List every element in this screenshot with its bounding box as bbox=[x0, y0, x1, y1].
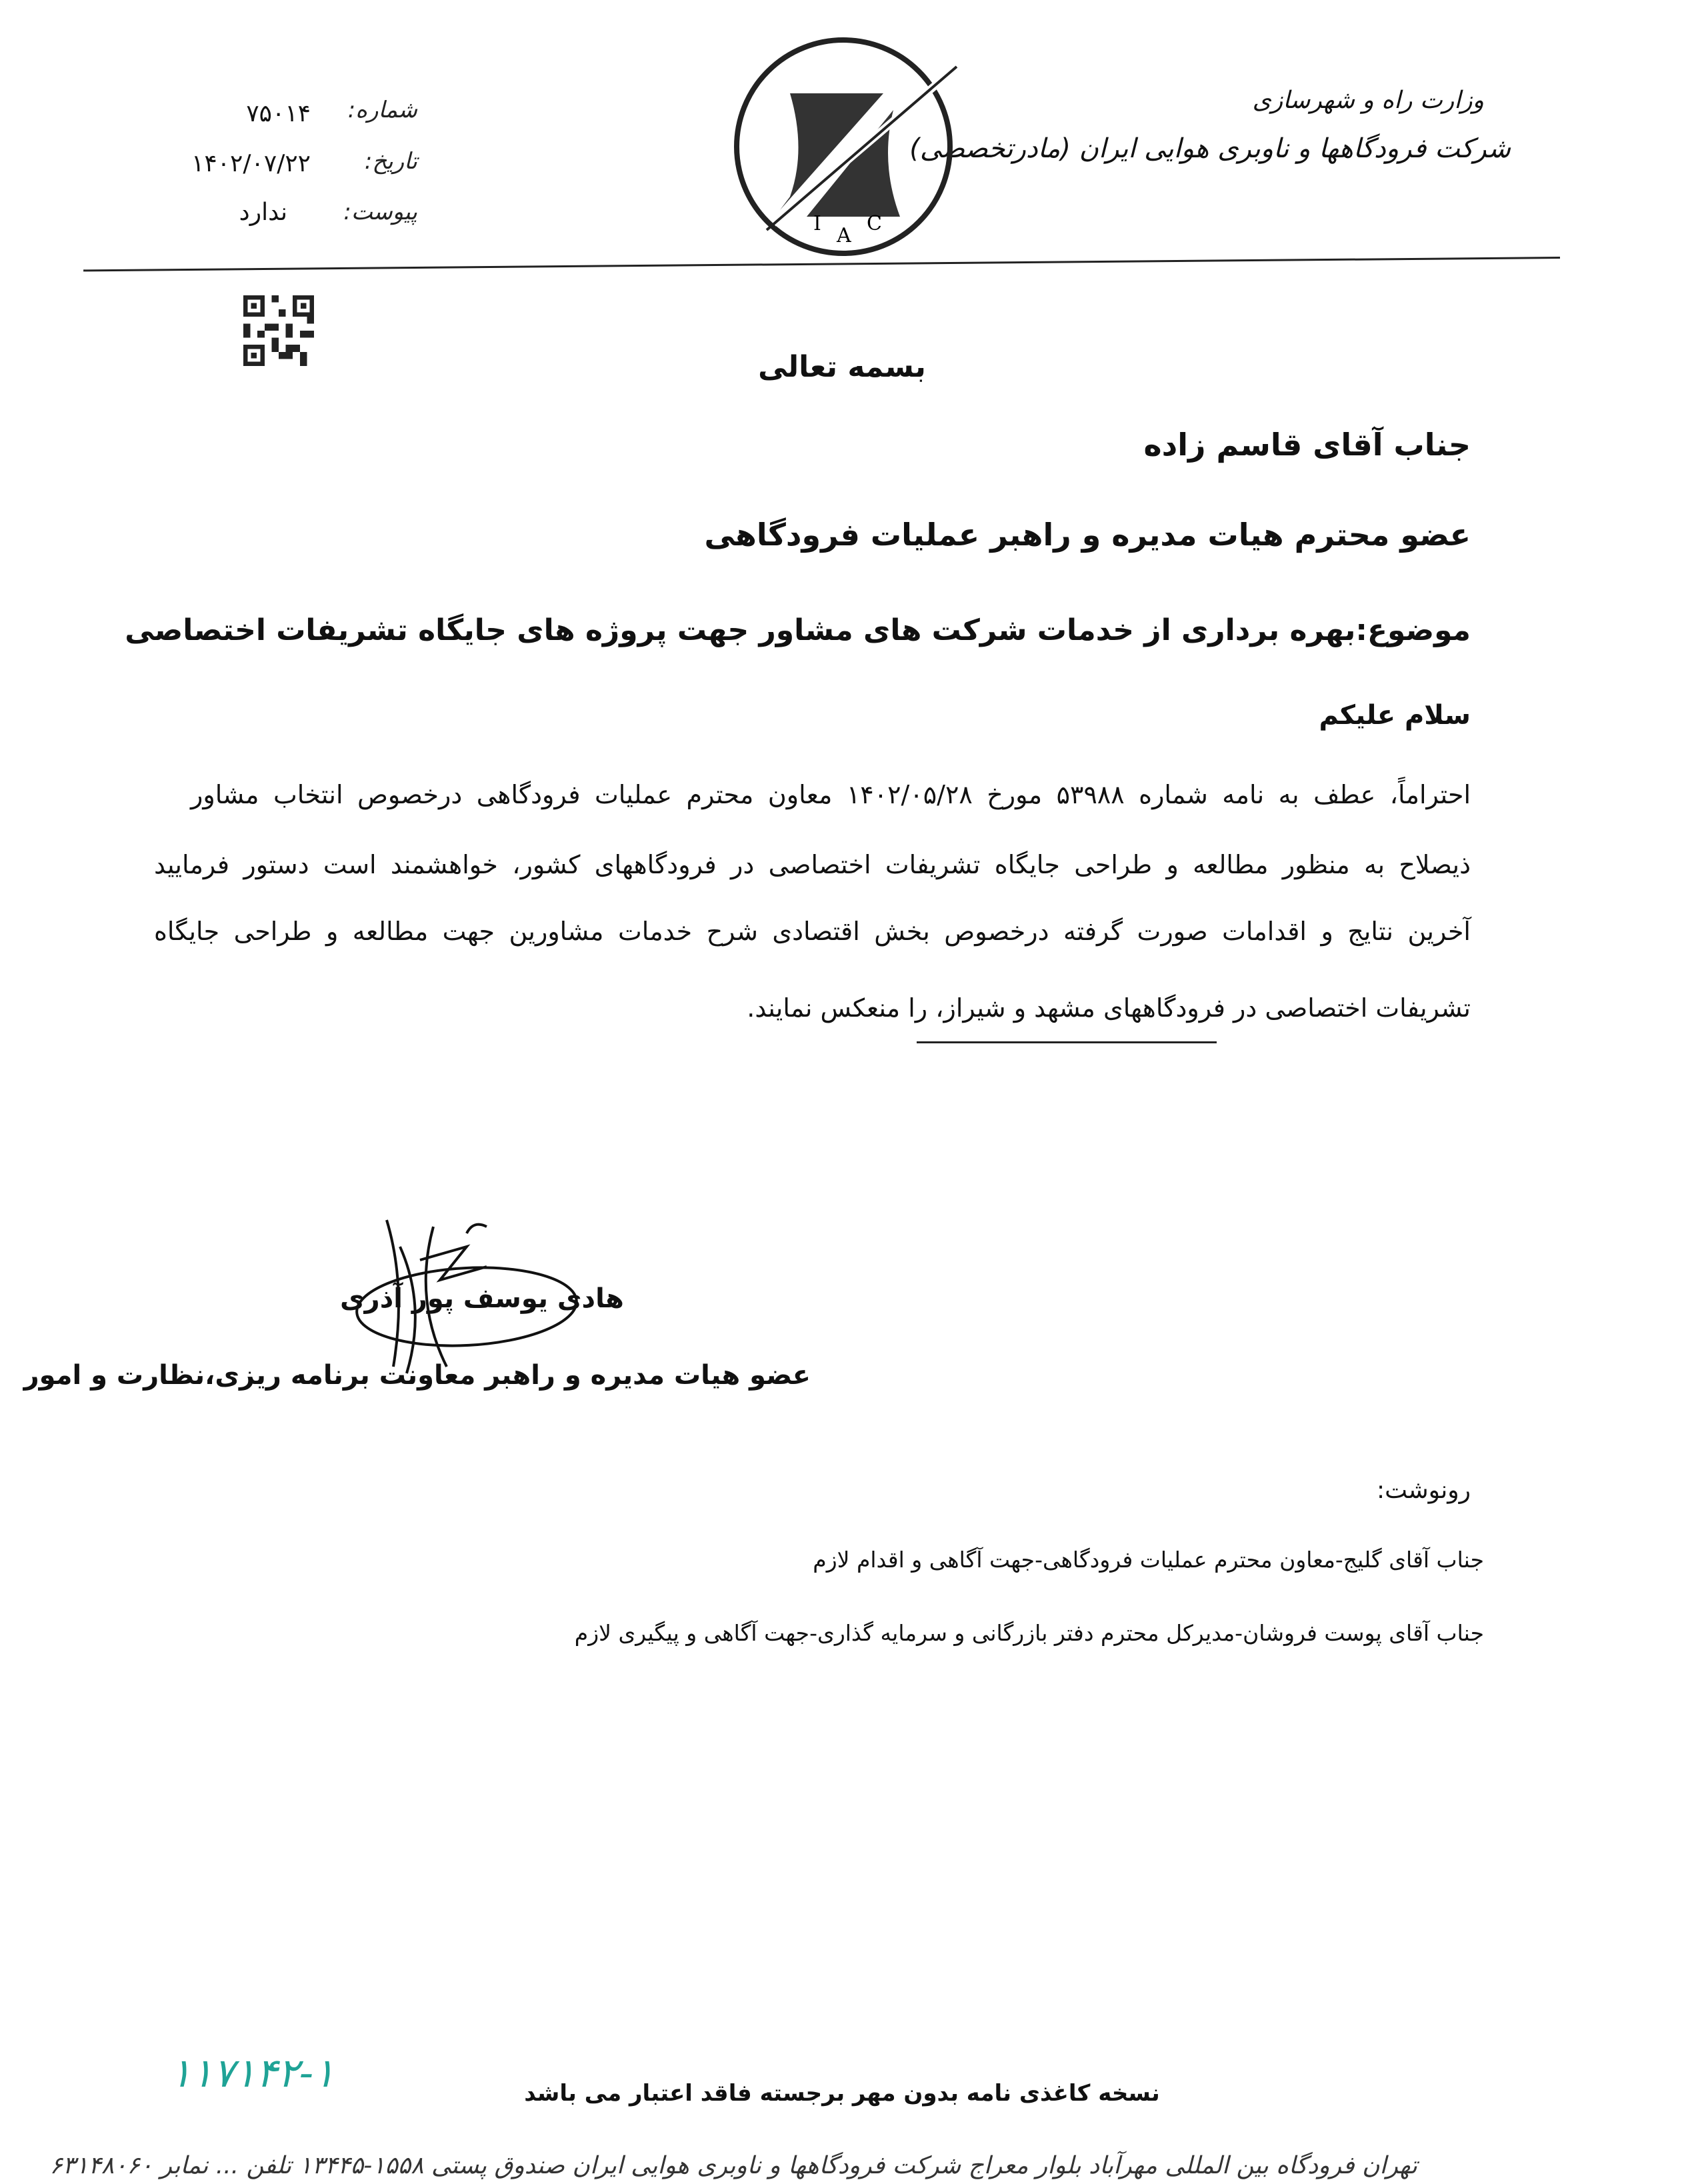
svg-text:A: A bbox=[837, 224, 851, 247]
body-line: احتراماً، عطف به نامه شماره ۵۳۹۸۸ مورخ ۱۴۰۲/۰۵/۲۸ معاون محترم عملیات فرودگاهی درخصوص انتخاب مشاور bbox=[191, 780, 1471, 809]
date-label: تاریخ: bbox=[364, 148, 417, 175]
subject-line: موضوع:بهره برداری از خدمات شرکت های مشاور جهت پروژه های جایگاه تشریفات اختصاصی bbox=[125, 613, 1471, 647]
body-line: آخرین نتایج و اقدامات صورت گرفته درخصوص بخش اقتصادی شرح خدمات مشاورین جهت مطالعه و طراحی جایگاه bbox=[154, 917, 1471, 946]
signatory-name: هادی یوسف پور آذری bbox=[340, 1283, 624, 1314]
cc-item: جناب آقای گلیج-معاون محترم عملیات فرودگاهی-جهت آگاهی و اقدام لازم bbox=[813, 1547, 1484, 1573]
iac-logo-icon bbox=[727, 30, 960, 263]
bismillah-heading: بسمه تعالی bbox=[758, 350, 926, 384]
handwritten-tracking-number: ۱۱۷۱۴۲-۱ bbox=[170, 2050, 335, 2097]
cc-item: جناب آقای پوست فروشان-مدیرکل محترم دفتر بازرگانی و سرمایه گذاری-جهت آگاهی و پیگیری لازم bbox=[574, 1620, 1484, 1646]
recipient-title: عضو محترم هیات مدیره و راهبر عملیات فرودگاهی bbox=[704, 517, 1471, 553]
attachment-value: ندارد bbox=[239, 199, 287, 226]
number-value: ۷۵۰۱۴ bbox=[246, 100, 311, 127]
cc-label: رونوشت: bbox=[1376, 1477, 1471, 1504]
footer-address: تهران فرودگاه بین المللی مهرآباد بلوار معراج شرکت فرودگاهها و ناوبری هوایی ایران صندوق پستی ۱۵۵۸-۱۳۴۴۵ تلفن ... نمابر ۶۳۱۴۸۰۶۰ bbox=[49, 2152, 1417, 2179]
body-line: ذیصلاح به منظور مطالعه و طراحی جایگاه تشریفات اختصاصی در فرودگاههای کشور، خواهشمند است دستور فرمایید bbox=[154, 850, 1471, 879]
recipient-name: جناب آقای قاسم زاده bbox=[1143, 427, 1471, 463]
date-value: ۱۴۰۲/۰۷/۲۲ bbox=[191, 150, 311, 177]
body-line: تشریفات اختصاصی در فرودگاههای مشهد و شیراز، را منعکس نمایند. bbox=[747, 993, 1471, 1023]
greeting: سلام علیکم bbox=[1319, 700, 1471, 731]
ministry-name: وزارت راه و شهرسازی bbox=[1252, 87, 1484, 114]
signatory-title: عضو هیات مدیره و راهبر معاونت برنامه ریزی،نظارت و امور bbox=[23, 1360, 811, 1391]
company-name: شرکت فرودگاهها و ناوبری هوایی ایران (مادرتخصصی) bbox=[909, 133, 1511, 164]
footer-validity-note: نسخه کاغذی نامه بدون مهر برجسته فاقد اعتبار می باشد bbox=[524, 2080, 1160, 2107]
handwritten-underline bbox=[917, 1041, 1217, 1043]
attachment-label: پیوست: bbox=[343, 199, 417, 225]
svg-text:C: C bbox=[867, 212, 882, 235]
svg-text:I: I bbox=[813, 212, 821, 235]
number-label: شماره: bbox=[347, 97, 417, 123]
